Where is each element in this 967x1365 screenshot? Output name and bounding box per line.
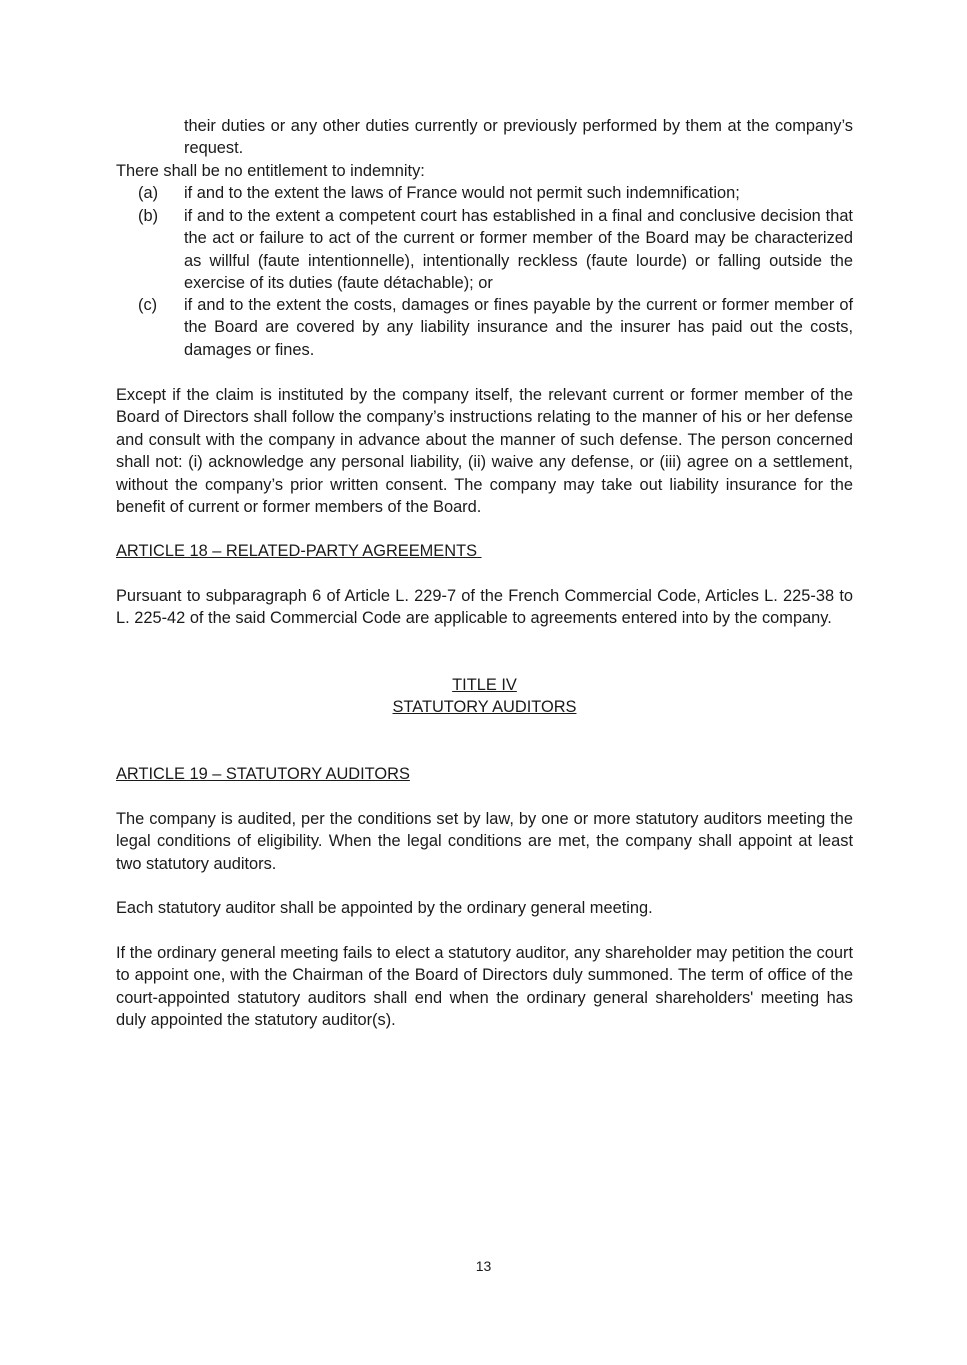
continuation-paragraph: their duties or any other duties currently or previously performed by them at the company’s request. — [184, 117, 853, 158]
article-18-heading: ARTICLE 18 – RELATED-PARTY AGREEMENTS — [116, 542, 482, 560]
title-iv-heading — [116, 674, 853, 696]
article-19-paragraph-3: If the ordinary general meeting fails to elect a statutory auditor, any shareholder may petition the court to appoint one, with the Chairman of the Board of Directors duly summoned. The term of office of the court-appointed statutory auditors shall end when the ordinary general shareholders' meeting has duly appointed the statutory auditor(s). — [116, 944, 853, 1030]
article-19-paragraph-2: Each statutory auditor shall be appointed by the ordinary general meeting. — [116, 899, 653, 917]
title-name: STATUTORY AUDITORS — [392, 698, 577, 716]
list-label: (b) — [138, 207, 159, 225]
article-19-heading: ARTICLE 19 – STATUTORY AUDITORS — [116, 765, 410, 783]
article-18-body: Pursuant to subparagraph 6 of Article L. 229-7 of the French Commercial Code, Articles L. 225-38 to L. 225-42 of the said Commercial Code are applicable to agreements entered into by the company. — [116, 587, 853, 628]
list-text: if and to the extent a competent court has established in a final and conclusive decision that the act or failure to act of the current or former member of the Board may be characterized as willful (faute intentionnelle), intentionally reckless (faute lourde) or falling outside the exercise of its duties (faute détachable); or — [184, 207, 853, 293]
list-text: if and to the extent the laws of France would not permit such indemnification; — [184, 184, 740, 202]
title-number: TITLE IV — [452, 676, 517, 694]
list-text: if and to the extent the costs, damages or fines payable by the current or former member of the Board are covered by any liability insurance and the insurer has paid out the costs, damages or fines. — [184, 296, 853, 359]
list-label: (c) — [138, 296, 158, 314]
title-iv-subheading — [116, 696, 853, 718]
page-number: 13 — [475, 1258, 492, 1274]
list-label: (a) — [138, 184, 159, 202]
article-19-paragraph-1: The company is audited, per the conditions set by law, by one or more statutory auditors meeting the legal conditions of eligibility. When the legal conditions are met, the company shall appoint at least two statutory auditors. — [116, 810, 853, 873]
no-entitlement-intro: There shall be no entitlement to indemnity: — [116, 162, 425, 180]
defense-paragraph: Except if the claim is instituted by the company itself, the relevant current or former member of the Board of Directors shall follow the company’s instructions relating to the manner of his or her defense and consult with the company in advance about the manner of such defense. The person concerned shall not: (i) acknowledge any personal liability, (ii) waive any defense, or (iii) agree on a settlement, without the company’s prior written consent. The company may take out liability insurance for the benefit of current or former members of the Board. — [116, 386, 853, 517]
